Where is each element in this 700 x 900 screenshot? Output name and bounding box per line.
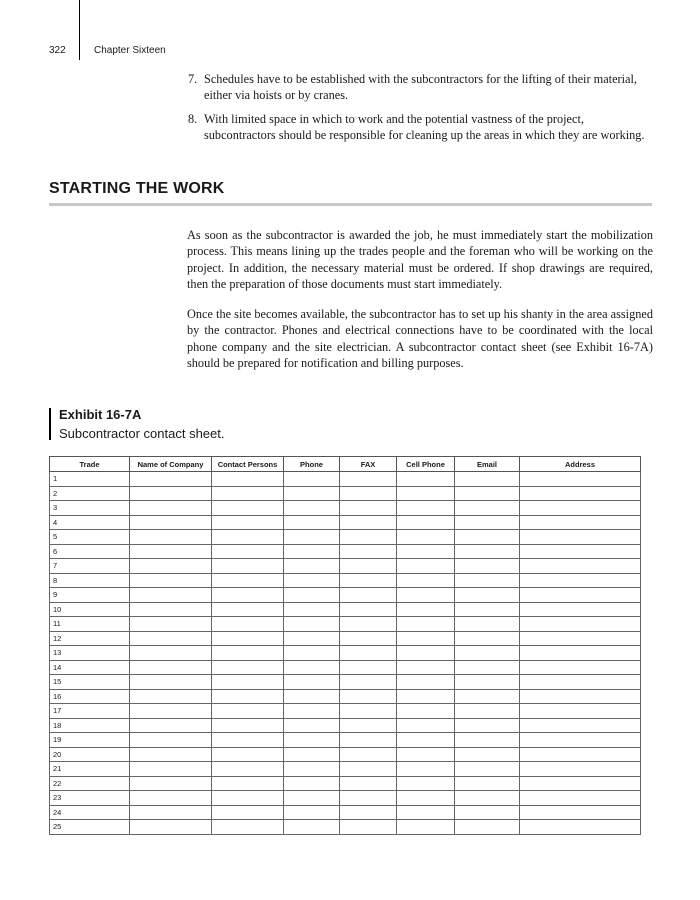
empty-cell <box>340 472 397 487</box>
empty-cell <box>340 501 397 516</box>
section-body <box>187 227 653 385</box>
empty-cell <box>520 559 641 574</box>
row-number: 10 <box>53 604 62 614</box>
empty-cell <box>340 820 397 835</box>
empty-cell <box>520 515 641 530</box>
empty-cell <box>130 733 212 748</box>
empty-cell <box>340 559 397 574</box>
empty-cell <box>340 588 397 603</box>
empty-cell <box>397 631 455 646</box>
empty-cell <box>212 747 284 762</box>
empty-cell <box>520 805 641 820</box>
row-number-cell <box>50 747 130 762</box>
row-number-cell <box>50 472 130 487</box>
empty-cell <box>212 501 284 516</box>
empty-cell <box>340 791 397 806</box>
empty-cell <box>130 588 212 603</box>
table-row <box>50 559 641 574</box>
empty-cell <box>455 733 520 748</box>
empty-cell <box>130 486 212 501</box>
empty-cell <box>340 689 397 704</box>
empty-cell <box>130 530 212 545</box>
table-header-row <box>50 457 641 472</box>
empty-cell <box>340 646 397 661</box>
empty-cell <box>212 631 284 646</box>
empty-cell <box>397 602 455 617</box>
table-row <box>50 472 641 487</box>
empty-cell <box>212 791 284 806</box>
empty-cell <box>340 704 397 719</box>
empty-cell <box>284 805 340 820</box>
empty-cell <box>212 646 284 661</box>
empty-cell <box>520 747 641 762</box>
empty-cell <box>284 733 340 748</box>
row-number: 8 <box>53 575 58 585</box>
empty-cell <box>340 762 397 777</box>
empty-cell <box>397 486 455 501</box>
paragraph: Once the site becomes available, the subcontractor has to set up his shanty in the area assigned by the contractor. Phones and electrical connections have to be coordinated with the local phone company and the site electrician. A subcontractor contact sheet (see Exhibit 16-7A) should be prepared for notification and billing purposes. <box>187 307 653 371</box>
empty-cell <box>455 675 520 690</box>
row-number: 21 <box>53 764 62 773</box>
row-number: 11 <box>53 619 61 628</box>
empty-cell <box>397 704 455 719</box>
empty-cell <box>212 805 284 820</box>
empty-cell <box>455 704 520 719</box>
empty-cell <box>520 689 641 704</box>
table-row <box>50 573 641 588</box>
empty-cell <box>520 776 641 791</box>
header-vertical-rule <box>79 0 80 60</box>
empty-cell <box>340 733 397 748</box>
empty-cell <box>130 689 212 704</box>
row-number-cell <box>50 660 130 675</box>
empty-cell <box>520 733 641 748</box>
empty-cell <box>284 820 340 835</box>
empty-cell <box>455 791 520 806</box>
row-number: 18 <box>53 720 62 730</box>
empty-cell <box>520 820 641 835</box>
empty-cell <box>520 544 641 559</box>
empty-cell <box>130 573 212 588</box>
row-number-cell <box>50 718 130 733</box>
empty-cell <box>284 602 340 617</box>
empty-cell <box>520 530 641 545</box>
row-number: 2 <box>53 488 58 498</box>
empty-cell <box>520 791 641 806</box>
empty-cell <box>520 602 641 617</box>
empty-cell <box>455 660 520 675</box>
table-row <box>50 631 641 646</box>
empty-cell <box>520 486 641 501</box>
exhibit-caption: Subcontractor contact sheet. <box>59 426 225 441</box>
empty-cell <box>130 704 212 719</box>
row-number-cell <box>50 573 130 588</box>
empty-cell <box>284 486 340 501</box>
empty-cell <box>397 559 455 574</box>
empty-cell <box>397 544 455 559</box>
empty-cell <box>455 501 520 516</box>
empty-cell <box>520 762 641 777</box>
numbered-list <box>188 71 648 151</box>
empty-cell <box>397 762 455 777</box>
empty-cell <box>130 762 212 777</box>
row-number: 25 <box>53 822 62 831</box>
empty-cell <box>397 588 455 603</box>
empty-cell <box>455 588 520 603</box>
row-number: 4 <box>53 517 58 527</box>
row-number: 20 <box>53 749 62 759</box>
empty-cell <box>340 805 397 820</box>
list-item-number: 8. <box>188 112 198 126</box>
table-row <box>50 660 641 675</box>
row-number-cell <box>50 501 130 516</box>
empty-cell <box>340 544 397 559</box>
table-row <box>50 820 641 835</box>
empty-cell <box>284 747 340 762</box>
row-number: 15 <box>53 677 62 686</box>
table-row <box>50 805 641 820</box>
empty-cell <box>284 515 340 530</box>
row-number-cell <box>50 646 130 661</box>
empty-cell <box>397 791 455 806</box>
row-number-cell <box>50 704 130 719</box>
row-number-cell <box>50 602 130 617</box>
empty-cell <box>520 588 641 603</box>
empty-cell <box>284 573 340 588</box>
column-header: Phone <box>284 457 340 472</box>
row-number: 17 <box>53 706 62 715</box>
empty-cell <box>284 704 340 719</box>
empty-cell <box>340 776 397 791</box>
empty-cell <box>130 675 212 690</box>
empty-cell <box>397 573 455 588</box>
empty-cell <box>284 544 340 559</box>
empty-cell <box>340 617 397 632</box>
table-row <box>50 689 641 704</box>
row-number-cell <box>50 805 130 820</box>
empty-cell <box>455 805 520 820</box>
empty-cell <box>397 515 455 530</box>
chapter-title: Chapter Sixteen <box>94 45 166 56</box>
row-number-cell <box>50 617 130 632</box>
empty-cell <box>284 617 340 632</box>
empty-cell <box>284 646 340 661</box>
empty-cell <box>340 486 397 501</box>
empty-cell <box>455 617 520 632</box>
row-number-cell <box>50 675 130 690</box>
empty-cell <box>284 631 340 646</box>
empty-cell <box>397 689 455 704</box>
empty-cell <box>130 602 212 617</box>
empty-cell <box>130 559 212 574</box>
row-number: 22 <box>53 778 62 788</box>
empty-cell <box>455 776 520 791</box>
list-item <box>188 71 648 103</box>
table-row <box>50 602 641 617</box>
empty-cell <box>455 515 520 530</box>
row-number: 7 <box>53 561 58 570</box>
row-number: 9 <box>53 590 58 599</box>
empty-cell <box>397 501 455 516</box>
table-row <box>50 704 641 719</box>
empty-cell <box>130 747 212 762</box>
empty-cell <box>340 631 397 646</box>
empty-cell <box>212 660 284 675</box>
empty-cell <box>130 718 212 733</box>
empty-cell <box>397 472 455 487</box>
row-number: 1 <box>53 474 58 483</box>
table-row <box>50 776 641 791</box>
empty-cell <box>212 675 284 690</box>
empty-cell <box>130 646 212 661</box>
empty-cell <box>284 660 340 675</box>
empty-cell <box>284 675 340 690</box>
row-number-cell <box>50 515 130 530</box>
column-header: Cell Phone <box>397 457 455 472</box>
empty-cell <box>284 689 340 704</box>
empty-cell <box>520 472 641 487</box>
list-item-text: Schedules have to be established with the subcontractors for the lifting of their material, either via hoists or by cranes. <box>204 72 637 102</box>
table-row <box>50 486 641 501</box>
empty-cell <box>455 718 520 733</box>
empty-cell <box>212 559 284 574</box>
empty-cell <box>212 617 284 632</box>
row-number-cell <box>50 689 130 704</box>
row-number-cell <box>50 776 130 791</box>
empty-cell <box>130 501 212 516</box>
column-header: Name of Company <box>130 457 212 472</box>
row-number: 24 <box>53 807 62 817</box>
empty-cell <box>212 573 284 588</box>
empty-cell <box>130 617 212 632</box>
empty-cell <box>340 530 397 545</box>
empty-cell <box>212 544 284 559</box>
column-header: Email <box>455 457 520 472</box>
empty-cell <box>212 588 284 603</box>
row-number: 5 <box>53 532 58 541</box>
empty-cell <box>397 530 455 545</box>
empty-cell <box>340 602 397 617</box>
row-number: 16 <box>53 691 62 701</box>
empty-cell <box>212 733 284 748</box>
empty-cell <box>130 472 212 487</box>
row-number-cell <box>50 820 130 835</box>
empty-cell <box>455 544 520 559</box>
empty-cell <box>397 747 455 762</box>
empty-cell <box>212 820 284 835</box>
table-row <box>50 501 641 516</box>
row-number-cell <box>50 762 130 777</box>
empty-cell <box>520 631 641 646</box>
table-row <box>50 733 641 748</box>
table-row <box>50 544 641 559</box>
row-number-cell <box>50 530 130 545</box>
empty-cell <box>397 805 455 820</box>
empty-cell <box>455 820 520 835</box>
empty-cell <box>130 544 212 559</box>
table-row <box>50 791 641 806</box>
row-number-cell <box>50 559 130 574</box>
empty-cell <box>212 530 284 545</box>
table-row <box>50 762 641 777</box>
empty-cell <box>212 472 284 487</box>
empty-cell <box>284 718 340 733</box>
empty-cell <box>455 486 520 501</box>
empty-cell <box>284 559 340 574</box>
table-row <box>50 588 641 603</box>
empty-cell <box>397 776 455 791</box>
empty-cell <box>340 515 397 530</box>
empty-cell <box>130 791 212 806</box>
row-number-cell <box>50 588 130 603</box>
empty-cell <box>455 472 520 487</box>
empty-cell <box>397 718 455 733</box>
exhibit-title: Exhibit 16-7A <box>59 407 142 422</box>
empty-cell <box>455 747 520 762</box>
empty-cell <box>212 718 284 733</box>
empty-cell <box>130 820 212 835</box>
row-number-cell <box>50 631 130 646</box>
section-heading: STARTING THE WORK <box>49 180 225 197</box>
empty-cell <box>284 762 340 777</box>
empty-cell <box>212 776 284 791</box>
empty-cell <box>284 472 340 487</box>
column-header: Address <box>520 457 641 472</box>
table-row <box>50 718 641 733</box>
table-row <box>50 530 641 545</box>
empty-cell <box>284 791 340 806</box>
empty-cell <box>455 559 520 574</box>
table-row <box>50 515 641 530</box>
table-row <box>50 617 641 632</box>
row-number-cell <box>50 544 130 559</box>
paragraph: As soon as the subcontractor is awarded the job, he must immediately start the mobilization process. This means lining up the trades people and the foreman who will be working on the project. In addition, the necessary material must be ordered. If shop drawings are required, then the preparation of those documents must start immediately. <box>187 228 653 291</box>
empty-cell <box>397 646 455 661</box>
empty-cell <box>130 776 212 791</box>
empty-cell <box>284 530 340 545</box>
empty-cell <box>212 762 284 777</box>
empty-cell <box>212 689 284 704</box>
empty-cell <box>455 631 520 646</box>
empty-cell <box>455 573 520 588</box>
empty-cell <box>284 501 340 516</box>
empty-cell <box>212 704 284 719</box>
column-header: FAX <box>340 457 397 472</box>
empty-cell <box>520 646 641 661</box>
empty-cell <box>397 675 455 690</box>
empty-cell <box>130 515 212 530</box>
empty-cell <box>340 573 397 588</box>
row-number-cell <box>50 733 130 748</box>
row-number: 14 <box>53 662 62 672</box>
empty-cell <box>455 646 520 661</box>
empty-cell <box>520 617 641 632</box>
empty-cell <box>212 515 284 530</box>
contact-sheet-table <box>49 456 641 835</box>
list-item-number: 7. <box>188 72 198 86</box>
row-number-cell <box>50 486 130 501</box>
row-number: 3 <box>53 503 58 512</box>
row-number: 23 <box>53 793 62 802</box>
list-item-text: With limited space in which to work and the potential vastness of the project, subcontractors should be responsible for cleaning up the areas in which they are working. <box>204 112 645 142</box>
column-header: Trade <box>50 457 130 472</box>
empty-cell <box>520 660 641 675</box>
row-number: 6 <box>53 546 58 556</box>
empty-cell <box>284 776 340 791</box>
empty-cell <box>397 617 455 632</box>
column-header: Contact Persons <box>212 457 284 472</box>
list-item <box>188 111 648 143</box>
empty-cell <box>130 631 212 646</box>
row-number: 13 <box>53 648 62 657</box>
empty-cell <box>520 573 641 588</box>
row-number: 12 <box>53 633 62 643</box>
empty-cell <box>130 660 212 675</box>
empty-cell <box>397 660 455 675</box>
empty-cell <box>130 805 212 820</box>
section-divider <box>49 203 652 206</box>
empty-cell <box>340 675 397 690</box>
exhibit-marker-bar <box>49 408 51 440</box>
table-body <box>50 472 641 835</box>
empty-cell <box>520 718 641 733</box>
page-number: 322 <box>49 45 66 56</box>
empty-cell <box>340 747 397 762</box>
empty-cell <box>520 675 641 690</box>
empty-cell <box>284 588 340 603</box>
row-number: 19 <box>53 735 62 744</box>
empty-cell <box>397 820 455 835</box>
empty-cell <box>397 733 455 748</box>
empty-cell <box>455 762 520 777</box>
empty-cell <box>212 486 284 501</box>
empty-cell <box>520 501 641 516</box>
empty-cell <box>455 689 520 704</box>
empty-cell <box>455 602 520 617</box>
empty-cell <box>340 660 397 675</box>
empty-cell <box>340 718 397 733</box>
table-row <box>50 675 641 690</box>
row-number-cell <box>50 791 130 806</box>
table-row <box>50 747 641 762</box>
empty-cell <box>455 530 520 545</box>
table-row <box>50 646 641 661</box>
empty-cell <box>520 704 641 719</box>
empty-cell <box>212 602 284 617</box>
